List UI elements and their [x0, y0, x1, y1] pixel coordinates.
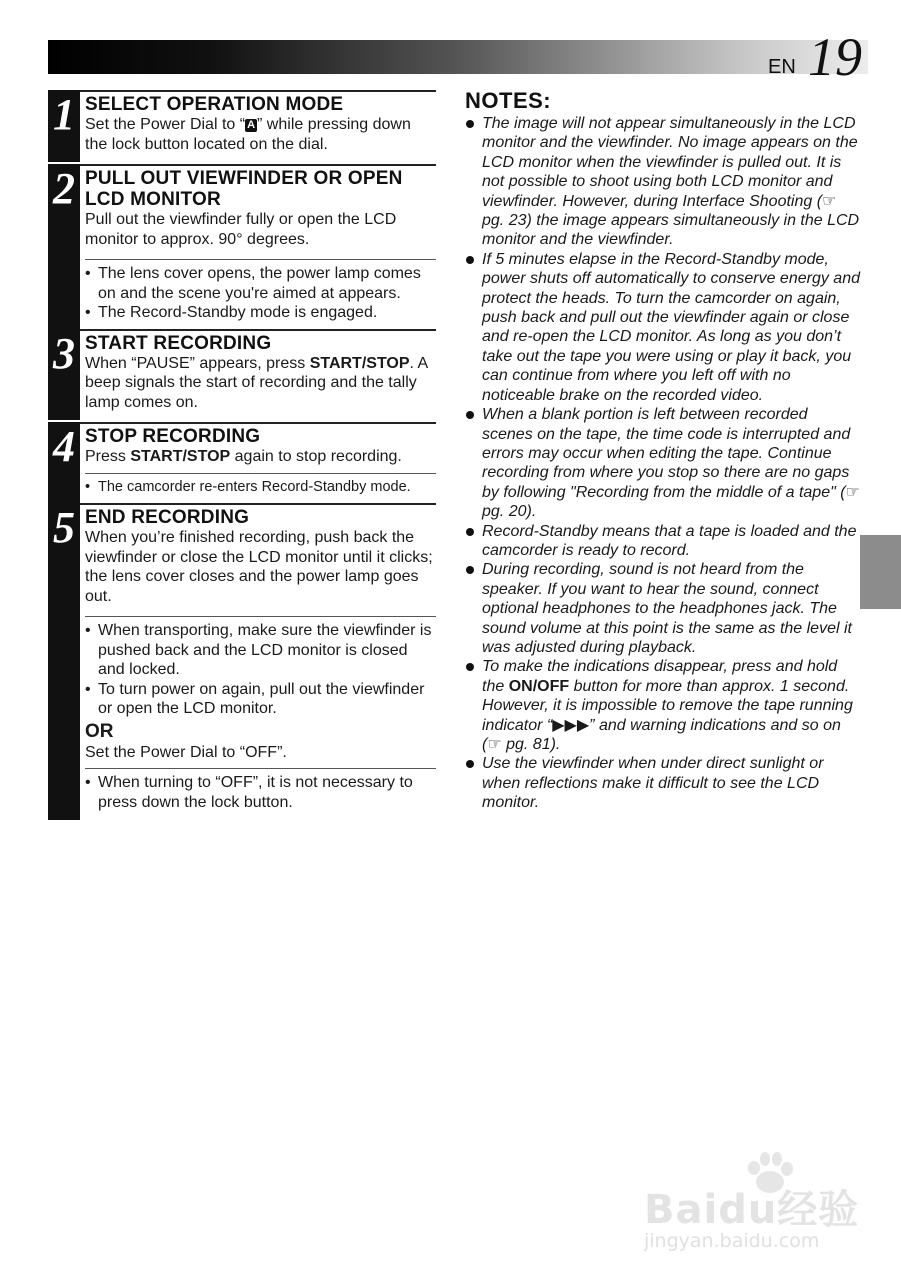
header-gradient-bar	[48, 40, 868, 74]
reference-hand-icon: ☞	[845, 483, 860, 501]
bullet-item: • The lens cover opens, the power lamp comes on and the scene you're aimed at appears.	[85, 264, 436, 303]
bullet-item: • When transporting, make sure the viewfinder is pushed back and the LCD monitor is closed and locked.	[85, 621, 436, 680]
bullet-dot-icon	[466, 256, 474, 264]
or-label: OR	[85, 720, 114, 742]
step-4	[48, 422, 436, 503]
note-item: The image will not appear simultaneously in the LCD monitor and the viewfinder. No image appears on the LCD monitor when the viewfinder is pulled out. It is not possible to shoot using both LCD monitor and viewfinder. However, during Interface Shooting (☞ pg. 23) the image appears simultaneously in the LCD monitor and the viewfinder.	[465, 114, 860, 250]
step-title: STOP RECORDING	[85, 426, 261, 447]
step-text: Press START/STOP again to stop recording.	[85, 448, 402, 465]
bullet-item: • The Record-Standby mode is engaged.	[85, 303, 436, 323]
step-number: 4	[53, 422, 75, 471]
notes-column	[465, 88, 860, 813]
note-item: Record-Standby means that a tape is loaded and the camcorder is ready to record.	[465, 522, 860, 561]
section-side-tab	[860, 535, 901, 609]
step-number: 1	[53, 90, 75, 139]
watermark-brand: Baidu经验	[644, 1187, 860, 1233]
note-item: To make the indications disappear, press and hold the ON/OFF button for more than approx. 1 second. However, it is impossible to remove the tape running indicator “▶▶▶” and warning indications and so on (☞ pg. 81).	[465, 657, 860, 754]
step-5	[48, 503, 436, 820]
step-text: Set the Power Dial to “ A ” while pressing down the lock button located on the dial.	[85, 116, 411, 153]
step-number: 5	[53, 503, 75, 552]
step-number: 2	[53, 164, 75, 213]
page-language: EN	[768, 56, 796, 78]
step-3	[48, 329, 436, 421]
bullet-dot-icon	[466, 663, 474, 671]
bullet-item: • To turn power on again, pull out the viewfinder or open the LCD monitor.	[85, 680, 436, 719]
bullet-dot-icon	[466, 411, 474, 419]
step-text: When you’re finished recording, push back the viewfinder or close the LCD monitor until it clicks; the lens cover closes and the power lamp goes out.	[85, 529, 433, 605]
baidu-watermark	[640, 1150, 860, 1260]
bullet-dot-icon	[466, 566, 474, 574]
bullet-dot-icon	[466, 528, 474, 536]
note-item: During recording, sound is not heard from the speaker. If you want to hear the sound, connect optional headphones to the headphones jack. The sound volume at this point is the same as the level it was adjusted during playback.	[465, 560, 860, 657]
reference-hand-icon: ☞	[822, 192, 837, 210]
step-text: When “PAUSE” appears, press START/STOP. A beep signals the start of recording and the tally lamp comes on.	[85, 354, 428, 411]
bullet-dot-icon	[466, 760, 474, 768]
step-notes	[85, 473, 436, 504]
steps-column	[48, 90, 436, 820]
reference-hand-icon: ☞	[487, 736, 502, 753]
step-title: SELECT OPERATION MODE	[85, 94, 344, 115]
watermark-url: jingyan.baidu.com	[644, 1230, 820, 1252]
step-number: 3	[53, 328, 75, 378]
step-1	[48, 90, 436, 162]
step-title: END RECORDING	[85, 507, 250, 528]
or-text: Set the Power Dial to “OFF”.	[85, 743, 287, 761]
notes-title: NOTES:	[465, 88, 552, 113]
step-text: Pull out the viewfinder fully or open the LCD monitor to approx. 90° degrees.	[85, 211, 397, 248]
bullet-item: • When turning to “OFF”, it is not necessary to press down the lock button.	[85, 773, 436, 812]
mode-a-icon: A	[247, 119, 256, 131]
step-2	[48, 164, 436, 329]
step-notes	[85, 259, 436, 329]
step-title: START RECORDING	[85, 332, 272, 354]
step-notes	[85, 616, 436, 762]
note-item: If 5 minutes elapse in the Record-Standby mode, power shuts off automatically to conserve energy and protect the heads. To turn the camcorder on again, push back and pull out the viewfinder again or close and re-open the LCD monitor. As long as you don’t take out the tape you were using or play it back, you can continue from where you left off with no noticeable brake on the recorded video.	[465, 250, 860, 405]
step-title: PULL OUT VIEWFINDER OR OPEN LCD MONITOR	[85, 168, 403, 210]
page-number: 19	[808, 27, 862, 87]
step-notes-2	[85, 768, 436, 818]
note-item: When a blank portion is left between recorded scenes on the tape, the time code is interrupted and errors may occur when editing the tape. Continue recording from where you stop so there are no gaps by following "Recording from the middle of a tape" (☞ pg. 20).	[465, 405, 860, 521]
bullet-item: • The camcorder re-enters Record-Standby mode.	[85, 478, 436, 498]
note-item: Use the viewfinder when under direct sunlight or when reflections make it difficult to see the LCD monitor.	[465, 754, 860, 812]
bullet-dot-icon	[466, 120, 474, 128]
